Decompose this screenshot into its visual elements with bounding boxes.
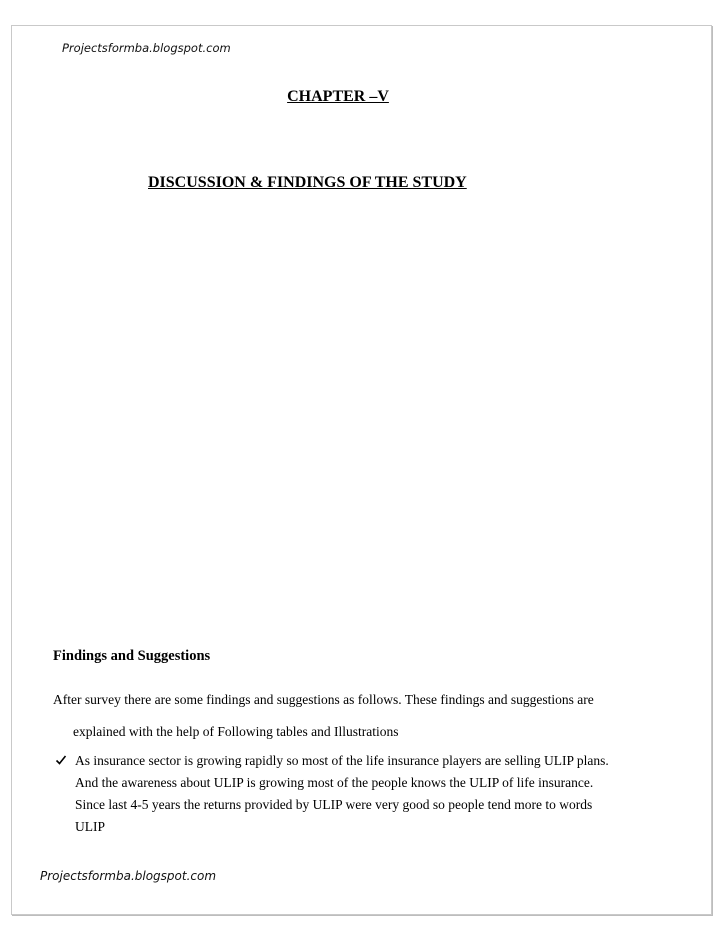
header-site-link[interactable]: Projectsformba.blogspot.com — [62, 41, 231, 55]
bullet-line-2: And the awareness about ULIP is growing most of the people knows the ULIP of life insurance. — [75, 775, 594, 790]
bullet-line-4: ULIP — [75, 819, 105, 834]
bullet-line-3: Since last 4-5 years the returns provided by ULIP were very good so people tend more to words — [75, 797, 593, 812]
bullet-line-1: As insurance sector is growing rapidly so most of the life insurance players are selling ULIP plans. — [75, 753, 609, 768]
bullet-text — [75, 752, 675, 840]
intro-line-2: explained with the help of Following tables and Illustrations — [73, 724, 399, 739]
intro-paragraph — [53, 687, 653, 745]
page-title: DISCUSSION & FINDINGS OF THE STUDY — [148, 174, 467, 191]
intro-line-1: After survey there are some findings and suggestions as follows. These findings and suggestions are — [53, 692, 594, 707]
footer-site-link[interactable]: Projectsformba.blogspot.com — [40, 869, 217, 883]
chapter-label: CHAPTER –V — [287, 88, 389, 105]
checkmark-icon — [55, 754, 67, 766]
section-heading: Findings and Suggestions — [53, 648, 211, 664]
